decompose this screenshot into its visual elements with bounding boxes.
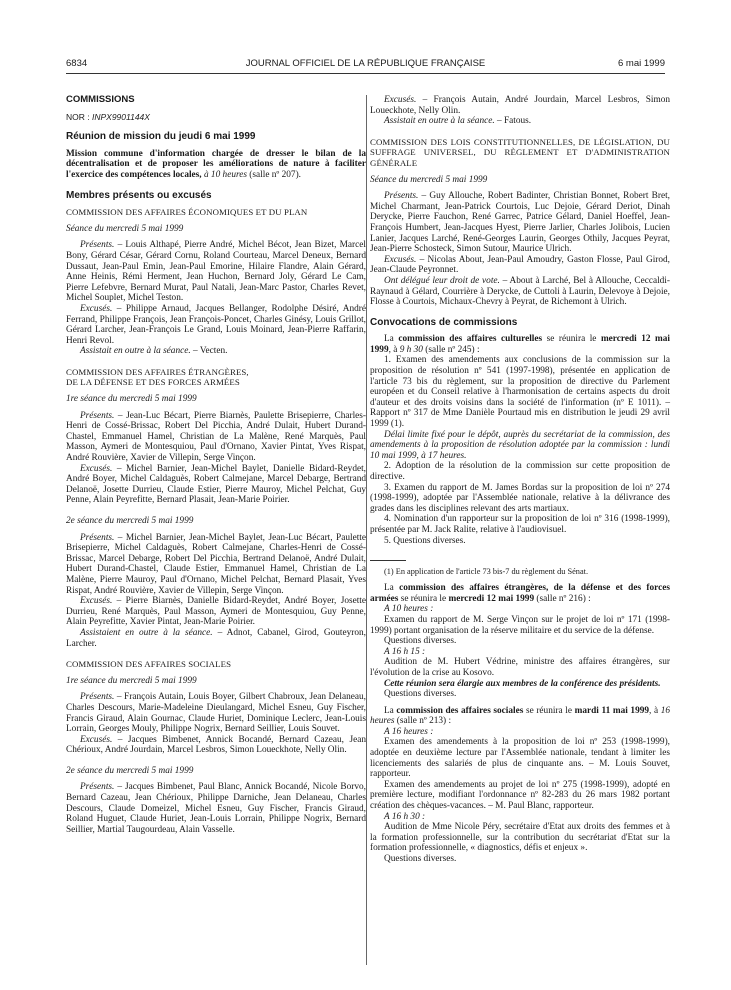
section-title-commissions: COMMISSIONS (66, 94, 135, 105)
agenda-item: 3. Examen du rapport de M. James Bordas sur la proposition de loi nº 274 (1998-1999), adoptée par l'Assemblée nationale, relative à la délivrance des grades dans les disciplines relevant des arts martiaux. (370, 482, 670, 514)
session-date: Séance du mercredi 5 mai 1999 (370, 174, 488, 185)
left-column (66, 95, 366, 835)
mission-room: (salle nº 207). (246, 169, 301, 180)
session-date: Séance du mercredi 5 mai 1999 (66, 223, 184, 234)
attendance-also (66, 628, 366, 649)
present-list: – Michel Barnier, Jean-Michel Baylet, Jean-Luc Bécart, Paulette Brisepierre, Michel Caldaguès, Robert Calmejane, Charles-Henri de Cossé-Brissac, Marcel Debarge, Robert Del Picchia, Bertrand Delanoë, André Dulait, Hubert Durand-Chastel, Claude Estier, Emmanuel Hamel, Christian de La Malène, Pierre Mauroy, Paul d'Ornano, Michel Pelchat, Bernard Plasait, Yves Rispat, André Rouvière, Xavier de Villepin, Serge Vinçon. (66, 532, 366, 596)
present-list: – Louis Althapé, Pierre André, Michel Bécot, Jean Bizet, Marcel Bony, Gérard César, Gérard Cornu, Roland Courteau, Marcel Deneux, Bernard Dussaut, Jean-Paul Emin, Jean-Paul Emorine, Hilaire Flandre, Alain Gérard, Anne Heinis, Rémi Herment, Jean Huchon, Bernard Joly, Gérard Le Cam, Pierre Lefebvre, Bernard Murat, Paul Natali, Jean-Marc Pastor, Charles Revet, Michel Souplet, Michel Teston. (66, 240, 366, 304)
agenda-item: Audition de Mme Nicole Péry, secrétaire d'Etat aux droits des femmes et à la formation professionnelle, sur la contribution du secrétariat d'Etat sur la formation professionnelle, « diagnostics, défis et enjeux ». (370, 822, 670, 854)
agenda-item: Examen du rapport de M. Serge Vinçon sur le projet de loi nº 171 (1998-1999) portant organisation de la réserve militaire et du service de la défense. (370, 614, 670, 636)
attendance-present (66, 692, 366, 734)
present-label: Présents. (384, 191, 419, 202)
page-number: 6834 (66, 58, 88, 69)
issue-date: 6 mai 1999 (617, 58, 665, 69)
excused-list: – Pierre Biarnès, Danielle Bidard-Reydet, André Boyer, Josette Durrieu, René Marquès, Paul Masson, Aymeri de Montesquiou, Guy Penne, Alain Peyrefitte, Xavier Pintat, Jean-Marie Poirier. (66, 596, 366, 628)
attendance-present (66, 533, 366, 597)
cultural-convocation (370, 334, 670, 355)
attendance-also (66, 346, 366, 357)
commission-name-social: COMMISSION DES AFFAIRES SOCIALES (66, 659, 232, 670)
journal-title: JOURNAL OFFICIEL DE LA RÉPUBLIQUE FRANÇAISE (245, 58, 486, 69)
commission-name-foreign-1: COMMISSION DES AFFAIRES ÉTRANGÈRES, (66, 366, 249, 377)
agenda-item: 4. Nomination d'un rapporteur sur la proposition de loi nº 316 (1998-1999), présentée par M. Jack Ralite, relative à l'audiovisuel. (370, 514, 670, 535)
also-label: Assistaient en outre à la séance. (80, 627, 213, 638)
attendance-present (66, 411, 366, 464)
also-label: Assistait en outre à la séance. (80, 346, 191, 357)
attendance-also (370, 116, 670, 127)
agenda-item: 1. Examen des amendements aux conclusions de la commission sur la proposition de résolution nº 541 (1997-1998), présentée en application de l'article 73 bis du règlement, sur la proposition de directive du Parlement européen et du Conseil relative à l'harmonisation de certains aspects du droit d'auteur et des droits voisins dans la société de l'information (nº E 1011). – Rapport nº 317 de Mme Danièle Pourtaud mis en distribution le jeudi 29 avril 1999 (1). (370, 355, 670, 430)
mission-time: à 10 heures (201, 169, 247, 180)
vote-delegations (370, 276, 670, 308)
text-run: La (384, 334, 399, 345)
agenda-item: Questions diverses. (384, 689, 457, 700)
text-run: (salle nº 213) : (394, 716, 452, 727)
commission-ref: commission des affaires étrangères, de la défense et des forces armées (370, 583, 670, 604)
text-run: , à (649, 705, 661, 716)
present-list: – François Autain, Louis Boyer, Gilbert Chabroux, Jean Delaneau, Charles Descours, Marie-Madeleine Dieulangard, Michel Esneu, Guy Fischer, Francis Giraud, Alain Gournac, Claude Huriet, Dominique Leclerc, Jean-Louis Lorrain, Georges Mouly, Philippe Nogrix, Bernard Seillier, Louis Souvet. (66, 692, 366, 735)
excused-label: Excusés. (80, 463, 113, 474)
present-label: Présents. (80, 240, 115, 251)
attendance-excused (66, 735, 366, 756)
mission-title: Mission commune d'information chargée de dresser le bilan de la décentralisation et de proposer les améliorations de nature à faciliter l'exercice des compétences locales, (66, 148, 366, 180)
attendance-present (66, 240, 366, 304)
agenda-item: Questions diverses. (384, 636, 457, 647)
present-label: Présents. (80, 532, 115, 543)
text-run: La (384, 705, 397, 716)
convocations-heading: Convocations de commissions (370, 316, 518, 328)
present-list: – Guy Allouche, Robert Badinter, Christian Bonnet, Robert Bret, Michel Charmant, Jean-Patrick Courtois, Luc Dejoie, Gérard Deriot, Dinah Derycke, Pierre Fauchon, René Garrec, Patrice Gélard, Daniel Hoeffel, Jean-François Humbert, Jean-Jacques Hyest, Pierre Jarlier, Charles Jolibois, Lucien Lanier, Jacques Larché, René-Georges Laurin, Georges Othily, Jacques Peyrat, Jean-Pierre Schosteck, Simon Sutour, Maurice Ulrich. (370, 191, 670, 255)
column-separator (366, 95, 367, 965)
also-list: – Adnot, Cabanel, Girod, Gouteyron, Larcher. (66, 627, 366, 649)
amendment-deadline: Délai limite fixé pour le dépôt, auprès du secrétariat de la commission, des amendements à la proposition de résolution adoptée par la commission : lundi 10 mai 1999, à 17 heures. (370, 429, 670, 461)
foreign-convocation (370, 583, 670, 604)
time-slot: A 10 heures : (384, 604, 434, 615)
delegation-list: – About à Larché, Bel à Allouche, Ceccaldi-Raynaud à Gélard, Courrière à Derycke, de Cuttoli à Laurin, Delevoye à Dejoie, Flosse à Courtois, Michaux-Chevry à Peyrat, de Richemont à Ulrich. (370, 275, 670, 308)
commission-ref: commission des affaires culturelles (398, 334, 543, 345)
members-heading: Membres présents ou excusés (66, 189, 212, 201)
session-date: 2e séance du mercredi 5 mai 1999 (66, 516, 194, 526)
meeting-date: mardi 11 mai 1999 (574, 705, 650, 716)
nor-value: INPX9901144X (91, 111, 150, 122)
nor-label: NOR : (66, 111, 92, 122)
footnote: (1) En application de l'article 73 bis-7 du règlement du Sénat. (384, 567, 589, 577)
meeting-heading: Réunion de mission du jeudi 6 mai 1999 (66, 131, 256, 143)
time-slot: A 16 heures : (384, 726, 434, 737)
attendance-excused (66, 304, 366, 346)
agenda-item: 2. Adoption de la résolution de la commission sur cette proposition de directive. (370, 461, 670, 482)
commission-name-laws: COMMISSION DES LOIS CONSTITUTIONNELLES, DE LÉGISLATION, DU SUFFRAGE UNIVERSEL, DU RÈGLEMENT ET D'ADMINISTRATION GÉNÉRALE (370, 136, 670, 168)
attendance-excused (370, 95, 670, 116)
page-header (66, 58, 665, 72)
meeting-time: 9 h 30 (399, 344, 423, 355)
present-label: Présents. (80, 410, 115, 421)
agenda-item: Questions diverses. (384, 854, 457, 864)
footnote-rule (370, 560, 406, 561)
attendance-present (66, 782, 366, 835)
agenda-item: Examen des amendements au projet de loi nº 275 (1998-1999), adopté en première lecture, modifiant l'ordonnance nº 82-283 du 26 mars 1982 portant création des chèques-vacances. – M. Paul Blanc, rapporteur. (370, 779, 670, 812)
meeting-date: mercredi 12 mai 1999 (370, 334, 671, 355)
extended-meeting-note: Cette réunion sera élargie aux membres de la conférence des présidents. (384, 678, 661, 689)
time-slot: A 16 h 15 : (384, 646, 426, 657)
excused-list: – Michel Barnier, Jean-Michel Baylet, Danielle Bidard-Reydet, André Boyer, Michel Caldaguès, Robert Calmejane, Marcel Debarge, Bertrand Delanoë, Josette Durrieu, Claude Estier, Pierre Mauroy, Michel Pelchat, Guy Penne, Alain Peyrefitte, Bernard Plasait, Jean-Marie Poirier. (66, 463, 366, 506)
nor-reference (66, 112, 366, 123)
commission-name-foreign-2: DE LA DÉFENSE ET DES FORCES ARMÉES (66, 377, 240, 388)
also-list: – Fatous. (494, 116, 532, 127)
meeting-time: 16 heures (370, 705, 670, 727)
excused-label: Excusés. (80, 734, 113, 745)
header-rule (66, 73, 665, 74)
attendance-excused (370, 255, 670, 276)
delegation-label: Ont délégué leur droit de vote. (384, 275, 500, 286)
session-date: 2e séance du mercredi 5 mai 1999 (66, 765, 194, 776)
present-list: – Jacques Bimbenet, Paul Blanc, Annick Bocandé, Nicole Borvo, Bernard Cazeau, Jean Chérioux, Philippe Darniche, Jean Delaneau, Charles Descours, Claude Domeizel, Michel Esneu, Guy Fischer, Francis Giraud, Roland Huguet, Claude Huriet, Jean-Louis Lorrain, Philippe Nogrix, Bernard Seillier, Martial Taugourdeau, Alain Vasselle. (66, 782, 366, 835)
text-run: (salle nº 245) : (422, 344, 480, 355)
attendance-excused (66, 596, 366, 628)
present-list: – Jean-Luc Bécart, Pierre Biarnès, Paulette Brisepierre, Charles-Henri de Cossé-Brissac, Robert Del Picchia, André Dulait, Hubert Durand-Chastel, Emmanuel Hamel, Christian de La Malène, René Marquès, Paul Masson, Aymeri de Montesquiou, Paul d'Ornano, Xavier Pintat, Yves Rispat, André Rouvière, Xavier de Villepin, Serge Vinçon. (66, 410, 366, 464)
mission-description (66, 149, 366, 181)
session-date: 1re séance du mercredi 5 mai 1999 (66, 394, 197, 405)
text-run: se réunira le (542, 334, 601, 345)
attendance-present (370, 191, 670, 255)
excused-list: – Philippe Arnaud, Jacques Bellanger, Rodolphe Désiré, André Ferrand, Philippe François, Jean François-Poncet, Charles Ginésy, Louis Grillot, Gérard Larcher, Jean-François Le Grand, Louis Moinard, Jean-Pierre Raffarin, Henri Revol. (66, 303, 366, 346)
right-column (370, 95, 670, 865)
present-label: Présents. (80, 692, 115, 703)
session-date: 1re séance du mercredi 5 mai 1999 (66, 675, 197, 686)
also-label: Assistait en outre à la séance. (384, 116, 495, 127)
social-convocation (370, 706, 670, 727)
text-run: (salle nº 216) : (534, 593, 591, 604)
meeting-date: mercredi 12 mai 1999 (448, 593, 535, 604)
text-run: se réunira le (523, 705, 575, 716)
text-run: , à (388, 344, 400, 355)
excused-label: Excusés. (384, 95, 417, 105)
agenda-item: Audition de M. Hubert Védrine, ministre des affaires étrangères, sur l'évolution de la crise au Kosovo. (370, 657, 670, 678)
excused-label: Excusés. (384, 254, 417, 265)
commission-name-economic: COMMISSION DES AFFAIRES ÉCONOMIQUES ET DU PLAN (66, 207, 308, 218)
excused-label: Excusés. (80, 303, 113, 314)
time-slot: A 16 h 30 : (384, 811, 426, 822)
present-label: Présents. (80, 782, 115, 793)
excused-list: – François Autain, André Jourdain, Marcel Lesbros, Simon Loueckhote, Nelly Olin. (370, 95, 670, 116)
excused-label: Excusés. (80, 596, 113, 607)
commission-ref: commission des affaires sociales (396, 705, 524, 716)
excused-list: – Jacques Bimbenet, Annick Bocandé, Bernard Cazeau, Jean Chérioux, André Jourdain, Marcel Lesbros, Simon Loueckhote, Nelly Olin. (66, 734, 366, 756)
agenda-item: Examen des amendements à la proposition de loi nº 253 (1998-1999), adoptée en deuxième lecture par l'Assemblée nationale, tendant à limiter les licenciements des salariés de plus de cinquante ans. – M. Louis Souvet, rapporteur. (370, 737, 670, 780)
text-run: La (384, 583, 400, 594)
also-list: – Vecten. (190, 346, 228, 357)
excused-list: – Nicolas About, Jean-Paul Amoudry, Gaston Flosse, Paul Girod, Jean-Claude Peyronnet. (370, 254, 670, 276)
attendance-excused (66, 464, 366, 506)
text-run: se réunira le (398, 593, 449, 604)
agenda-item: 5. Questions diverses. (384, 535, 466, 546)
